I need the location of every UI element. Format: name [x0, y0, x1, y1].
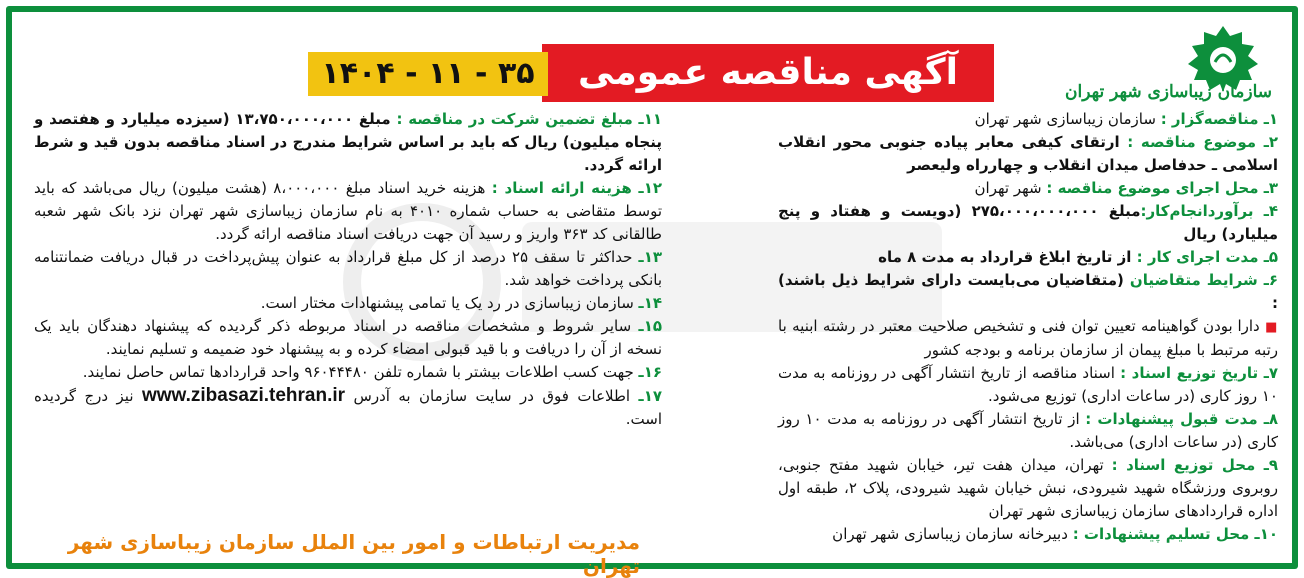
item-1: ۱ـ مناقصه‌گزار : سازمان زیباسازی شهر تهران: [974, 110, 1278, 128]
item-13: ۱۳ـ حداکثر تا سقف ۲۵ درصد از کل مبلغ قرارداد به عنوان پیش‌پرداخت در قبال دریافت ضمانتنامه بانکی پرداخت خواهد شد.: [34, 248, 662, 289]
item-8: ۸ـ مدت قبول پیشنهادات : از تاریخ انتشار آگهی در روزنامه به مدت ۱۰ روز کاری (در ساعات اداری) می‌باشد.: [778, 410, 1279, 451]
item-16: ۱۶ـ جهت کسب اطلاعات بیشتر با شماره تلفن ۹۶۰۴۴۴۸۰ واحد قراردادها تماس حاصل نمایند.: [82, 363, 662, 381]
item-12: ۱۲ـ هزینه ارائه اسناد : هزینه خرید اسناد مبلغ ۸،۰۰۰،۰۰۰ (هشت میلیون) ریال می‌باشد که باید توسط متقاضی به حساب شماره ۴۰۱۰ به نام سازمان زیباسازی شهر تهران نزد بانک شهر شعبه طالقانی کد ۳۶۳ واریز و رسید آن جهت دریافت اسناد مناقصه ارائه گردد.: [34, 179, 663, 243]
item-17: ۱۷ـ اطلاعات فوق در سایت سازمان به آدرس www.zibasazi.tehran.ir نیز درج گردیده است.: [34, 385, 662, 428]
ad-frame: [6, 6, 1298, 578]
item-14: ۱۴ـ سازمان زیباسازی در رد یک یا تمامی پیشنهادات مختار است.: [260, 294, 662, 312]
bullet-square-icon: ■: [1265, 320, 1279, 335]
footer-signature: مدیریت ارتباطات و امور بین الملل سازمان زیباسازی شهر تهران: [67, 530, 640, 578]
ad-body: [12, 12, 1292, 578]
item-5: ۵ـ مدت اجرای کار : از تاریخ ابلاغ قرارداد به مدت ۸ ماه: [878, 248, 1278, 266]
item-4: ۴ـ برآوردانجام‌کار:مبلغ ۲۷۵،۰۰۰،۰۰۰،۰۰۰ (دویست و هفتاد و پنج میلیارد) ریال: [778, 202, 1278, 243]
item-10: ۱۰ـ محل تسلیم پیشنهادات : دبیرخانه سازمان زیباسازی شهر تهران: [832, 525, 1278, 543]
ad-title: آگهی مناقصه عمومی: [542, 44, 994, 102]
item-2: ۲ـ موضوع مناقصه : ارتقای کیفی معابر پیاده جنوبی محور انقلاب اسلامی ـ حدفاصل میدان انقلاب و چهارراه ولیعصر: [778, 133, 1278, 174]
item-6-condition: ■ دارا بودن گواهینامه تعیین توان فنی و تشخیص صلاحیت معتبر در رشته ابنیه با رتبه مرتبط با مبلغ پیمان از سازمان برنامه و بودجه کشور: [778, 317, 1279, 359]
item-11: ۱۱ـ مبلغ تضمین شرکت در مناقصه : مبلغ ۱۳،۷۵۰،۰۰۰،۰۰۰ (سیزده میلیارد و هفتصد و پنجاه میلیون) ریال که باید بر اساس شرایط مندرج در اسناد مناقصه بدون قید و شرط ارائه گردد.: [34, 110, 662, 174]
logo-caption: سازمان زیباسازی شهر تهران: [1065, 82, 1272, 102]
right-column: [778, 108, 1278, 546]
item-15: ۱۵ـ سایر شروط و مشخصات مناقصه در اسناد مربوطه ذکر گردیده که پیشنهاد دهندگان باید یک نسخه از آن را دریافت و با قید قبولی امضاء کرده و به پیشنهاد خود ضمیمه و تسلیم نمایند.: [34, 317, 662, 358]
item-3: ۳ـ محل اجرای موضوع مناقصه : شهر تهران: [974, 179, 1278, 197]
left-column: [34, 108, 662, 431]
item-6: ۶ـ شرایط متقاضیان (متقاضیان می‌بایست دارای شرایط ذیل باشند) :: [778, 271, 1278, 312]
item-9: ۹ـ محل توزیع اسناد : تهران، میدان هفت تیر، خیابان شهید مفتح جنوبی، روبروی ورزشگاه شهید شیرودی، نبش خیابان شهید شیرودی، پلاک ۲، طبقه اول اداره قراردادهای سازمان زیباسازی شهر تهران: [778, 456, 1279, 520]
website-link[interactable]: www.zibasazi.tehran.ir: [141, 385, 346, 406]
ad-number: ۱۴۰۴ - ۱۱ - ۳۵: [308, 52, 548, 96]
item-7: ۷ـ تاریخ توزیع اسناد : اسناد مناقصه از تاریخ انتشار آگهی در روزنامه به مدت ۱۰ روز کاری (در ساعات اداری) توزیع می‌شود.: [778, 364, 1278, 405]
